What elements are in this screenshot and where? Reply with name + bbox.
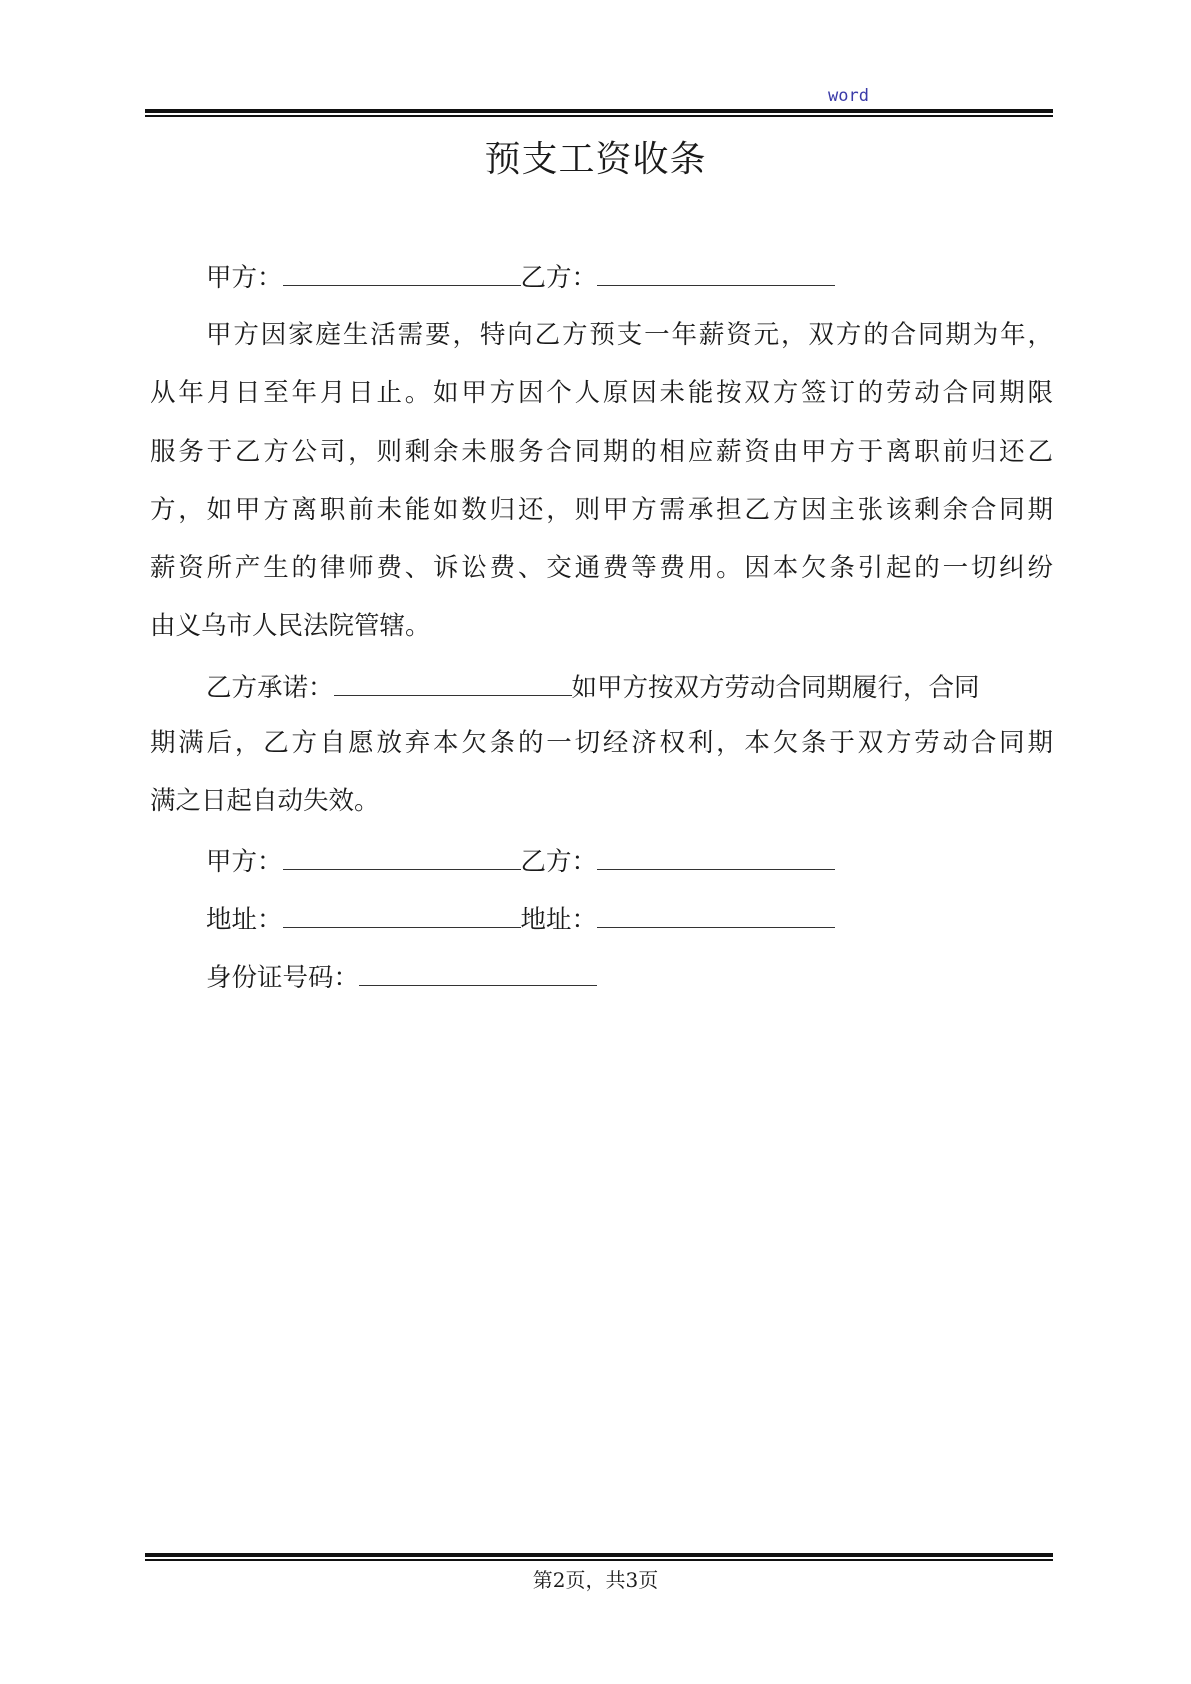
sig-party-b-label: 乙方： <box>520 847 598 877</box>
promise-blank <box>334 673 572 696</box>
address-a-label: 地址： <box>206 905 283 935</box>
paragraph1-line: 由义乌市人民法院管辖。 <box>150 611 431 641</box>
party-b-label: 乙方： <box>520 263 598 293</box>
sig-party-a-label: 甲方： <box>206 847 283 877</box>
paragraph1-line: 服务于乙方公司，则剩余未服务合同期的相应薪资由甲方于离职前归还乙 <box>150 437 1053 467</box>
paragraph2-line3: 满之日起自动失效。 <box>150 786 380 816</box>
paragraph2-line2: 期满后，乙方自愿放弃本欠条的一切经济权利，本欠条于双方劳动合同期 <box>150 728 1053 758</box>
address-a-blank <box>283 905 521 928</box>
paragraph1-line: 方，如甲方离职前未能如数归还，则甲方需承担乙方因主张该剩余合同期 <box>150 495 1053 525</box>
document-title: 预支工资收条 <box>484 139 707 180</box>
promise-label: 乙方承诺： <box>206 673 334 703</box>
signature-address-line <box>206 905 1053 934</box>
paragraph2-line1 <box>206 673 1053 702</box>
party-a-label: 甲方： <box>206 263 283 293</box>
promise-text: 如甲方按双方劳动合同期履行，合同 <box>571 673 980 703</box>
header-label: word <box>828 86 869 106</box>
paragraph1-line: 甲方因家庭生活需要，特向乙方预支一年薪资元，双方的合同期为年， <box>206 320 1053 350</box>
sig-party-a-blank <box>283 847 521 870</box>
parties-top-line <box>206 263 1053 292</box>
signature-id-line <box>206 963 1053 992</box>
paragraph1-line: 薪资所产生的律师费、诉讼费、交通费等费用。因本欠条引起的一切纠纷 <box>150 553 1053 583</box>
footer-rule-thick <box>145 1553 1053 1557</box>
signature-parties-line <box>206 847 1053 876</box>
page-indicator: 第2页，共3页 <box>532 1568 659 1592</box>
party-a-blank <box>283 263 521 286</box>
paragraph1-line: 从年月日至年月日止。如甲方因个人原因未能按双方签订的劳动合同期限 <box>150 378 1053 408</box>
party-b-blank <box>597 263 835 286</box>
header-rule-thin <box>145 115 1053 117</box>
header-rule-thick <box>145 109 1053 113</box>
id-label: 身份证号码： <box>206 963 360 993</box>
id-blank <box>359 963 597 986</box>
address-b-label: 地址： <box>520 905 598 935</box>
footer-rule-thin <box>145 1559 1053 1561</box>
sig-party-b-blank <box>597 847 835 870</box>
address-b-blank <box>597 905 835 928</box>
